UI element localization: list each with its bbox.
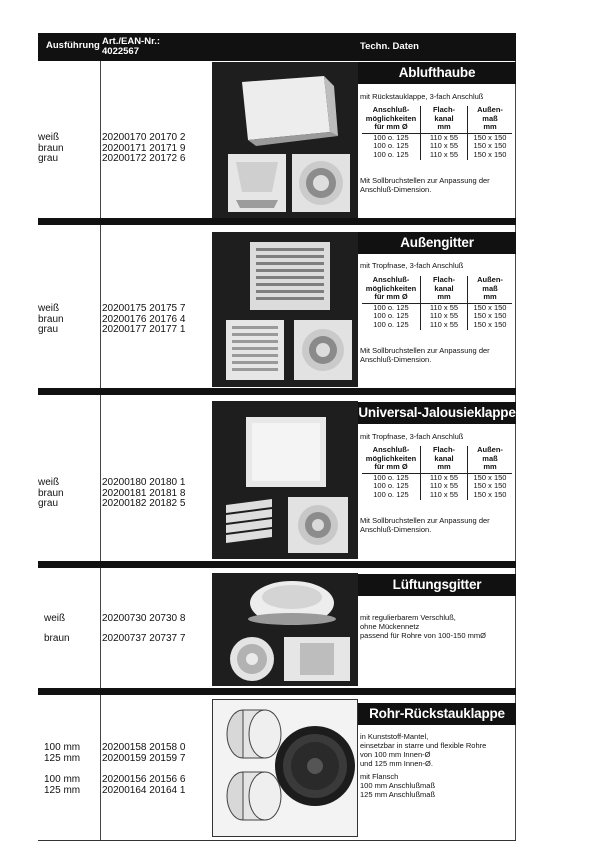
ablufthaube-spec-table: Anschluß- Flach- Außen- möglichkeiten kanal maß für mm Ø mm mm 100 o. 125 110 x 55 150 x 150 100 o. 125 110 x 55 150 x 150 100 o. 125 110 x 55 150 x 150 [362,106,512,160]
rueckstauklappe-description-flansch: mit Flansch 100 mm Anschlußmaß 125 mm Anschlußmaß [360,772,436,799]
lueftungsgitter-variant-1: weiß [44,613,66,624]
ablufthaube-variants: weiß braun grau [38,132,64,164]
section-divider [38,218,516,225]
rueckstauklappe-variants-a: 100 mm 125 mm [44,742,81,764]
jalousieklappe-articles: 20200180 20180 1 20200181 20181 8 20200182 20182 5 [102,477,186,509]
section-divider [38,561,516,568]
header-article: Art./EAN-Nr.: [102,36,161,47]
table-row: 100 o. 125 110 x 55 150 x 150 [362,312,512,321]
ablufthaube-title: Ablufthaube [358,62,516,84]
rueckstauklappe-title: Rohr-Rückstauklappe [358,703,516,725]
ablufthaube-subtitle: mit Rückstauklappe, 3-fach Anschluß [360,92,484,101]
lueftungsgitter-article-2: 20200737 20737 7 [102,633,186,644]
lueftungsgitter-title: Lüftungsgitter [358,574,516,596]
table-row: 100 o. 125 110 x 55 150 x 150 [362,482,512,491]
aussengitter-photo [212,232,358,387]
jalousieklappe-title: Universal-Jalousieklappe [358,402,516,424]
jalousieklappe-spec-table: Anschluß- Flach- Außen- möglichkeiten kanal maß für mm Ø mm mm 100 o. 125 110 x 55 150 x 150 100 o. 125 110 x 55 150 x 150 100 o. 125 110 x 55 150 x 150 [362,446,512,500]
lueftungsgitter-description: mit regulierbarem Verschluß, ohne Mückennetz passend für Rohre von 100-150 mmØ [360,613,486,640]
lueftungsgitter-photo [212,573,358,686]
ablufthaube-articles: 20200170 20170 2 20200171 20171 9 20200172 20172 6 [102,132,186,164]
table-header [38,33,516,61]
lueftungsgitter-variant-2: braun [44,633,70,644]
section-divider [38,388,516,395]
rueckstauklappe-variants-b: 100 mm 125 mm [44,774,81,796]
ablufthaube-note: Mit Sollbruchstellen zur Anpassung der Anschluß-Dimension. [360,176,490,194]
jalousieklappe-variants: weiß braun grau [38,477,64,509]
lueftungsgitter-article-1: 20200730 20730 8 [102,613,186,624]
jalousieklappe-subtitle: mit Tropfnase, 3-fach Anschluß [360,432,464,441]
header-ean-prefix: 4022567 [102,46,139,57]
table-row: 100 o. 125 110 x 55 150 x 150 [362,133,512,142]
table-row: 100 o. 125 110 x 55 150 x 150 [362,321,512,330]
rueckstauklappe-description: in Kunststoff-Mantel, einsetzbar in starre und flexible Rohre von 100 mm Innen-Ø und 125 mm Innen-Ø. [360,732,487,768]
aussengitter-title: Außengitter [358,232,516,254]
ablufthaube-photo [212,62,358,218]
jalousieklappe-photo [212,401,358,559]
section-divider [38,688,516,695]
rueckstauklappe-photo [212,699,358,837]
header-specs: Techn. Daten [360,41,419,52]
aussengitter-note: Mit Sollbruchstellen zur Anpassung der Anschluß-Dimension. [360,346,490,364]
table-row: 100 o. 125 110 x 55 150 x 150 [362,142,512,151]
rueckstauklappe-articles-b: 20200156 20156 6 20200164 20164 1 [102,774,186,796]
aussengitter-subtitle: mit Tropfnase, 3-fach Anschluß [360,261,464,270]
bottom-border [38,840,516,841]
table-row: 100 o. 125 110 x 55 150 x 150 [362,491,512,500]
table-row: 100 o. 125 110 x 55 150 x 150 [362,303,512,312]
aussengitter-articles: 20200175 20175 7 20200176 20176 4 20200177 20177 1 [102,303,186,335]
table-row: 100 o. 125 110 x 55 150 x 150 [362,473,512,482]
jalousieklappe-note: Mit Sollbruchstellen zur Anpassung der Anschluß-Dimension. [360,516,490,534]
header-variant: Ausführung [46,40,100,51]
rueckstauklappe-articles-a: 20200158 20158 0 20200159 20159 7 [102,742,186,764]
column-divider [100,61,101,841]
aussengitter-spec-table: Anschluß- Flach- Außen- möglichkeiten kanal maß für mm Ø mm mm 100 o. 125 110 x 55 150 x 150 100 o. 125 110 x 55 150 x 150 100 o. 125 110 x 55 150 x 150 [362,276,512,330]
table-row: 100 o. 125 110 x 55 150 x 150 [362,151,512,160]
aussengitter-variants: weiß braun grau [38,303,64,335]
